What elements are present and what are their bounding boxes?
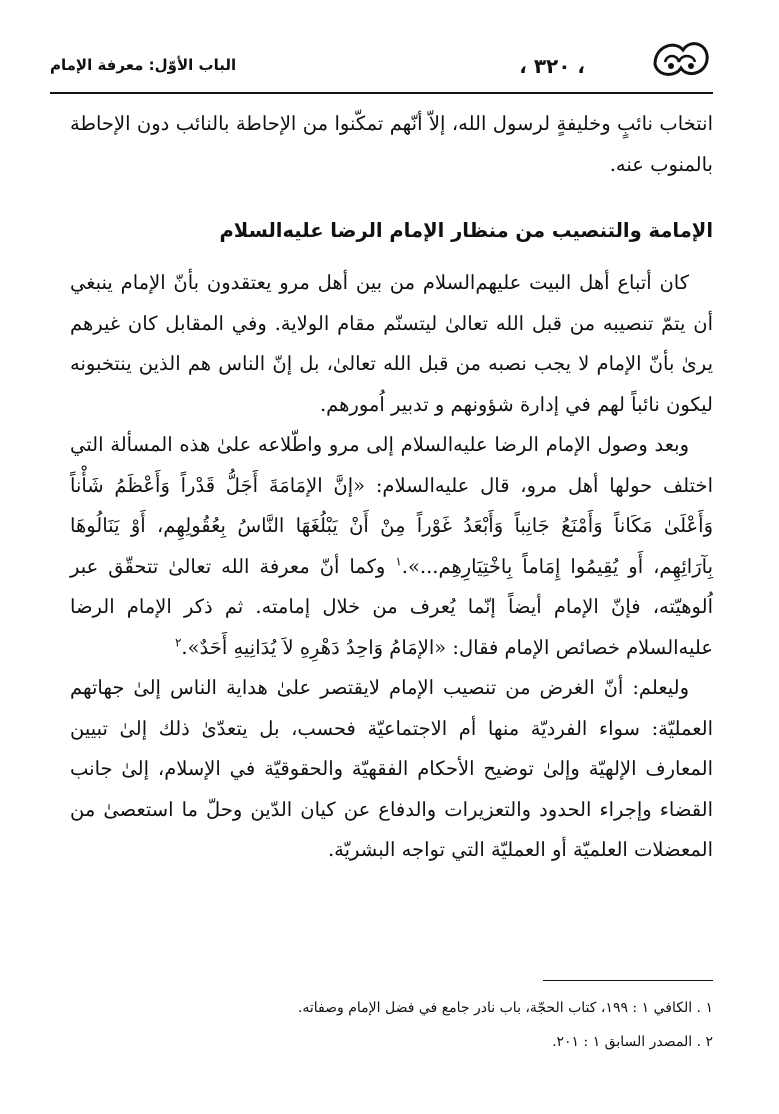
footnotes (70, 980, 713, 1059)
footnote-2: ٢ . المصدر السابق ١ : ٢٠١. (552, 1034, 713, 1050)
footnote-ref-1[interactable]: ١ (395, 554, 402, 568)
intro-paragraph: انتخاب نائبٍ وخليفةٍ لرسول الله، إلاّ أنّهم تمكّنوا من الإحاطة بالنائب دون الإحاطة بالمنوب عنه. (70, 112, 713, 176)
paragraph-1: كان أتباع أهل البيت عليهم‌السلام من بين أهل مرو يعتقدون بأنّ الإمام ينبغي أن يتمّ تنصيبه من قبل الله تعالىٰ ليتسنّم مقام الولاية. وفي المقابل كان غيرهم يرىٰ بأنّ الإمام لا يجب نصبه من قبل الله تعالىٰ، بل إنّ الناس هم الذين ينتخبونه ليكون نائباً لهم في إدارة شؤونهم و تدبير اُمورهم. (70, 271, 713, 416)
header-rule (50, 92, 713, 94)
ornament-icon (651, 34, 713, 82)
paragraph-2 (70, 425, 713, 668)
footnote-1: ١ . الكافي ١ : ١٩٩، كتاب الحجّة، باب نادر جامع في فضل الإمام وصفاته. (297, 1000, 713, 1016)
footnote-ref-2[interactable]: ٢ (174, 635, 182, 649)
running-title: الباب الأوّل: معرفة الإمام (50, 56, 237, 74)
paragraph-2-text: وبعد وصول الإمام الرضا عليه‌السلام إلى مرو واطّلاعه علىٰ هذه المسألة التي اختلف حولها أهل مرو، قال عليه‌السلام: «إنَّ الإمَامَةَ أَجَلُّ قَدْراً وَأَعْظَمُ شَأْناً وَأَعْلَىٰ مَكَاناً وَأَمْنَعُ جَانِباً وَأَبْعَدُ غَوْراً مِنْ أَنْ يَبْلُغَهَا النَّاسُ بِعُقُولِهِم، أَوْ يَنَالُوهَا بِآرَائِهِم، أَو يُقِيمُوا إِمَاماً بِاخْتِيَارِهِم...». (70, 433, 713, 578)
footnote-rule (543, 980, 713, 981)
paragraph-2-text-b: وكما أنّ معرفة الله تعالىٰ تتحقّق عبر اُلوهيّته، فإنّ الإمام أيضاً إنّما يُعرف من خلال إمامته. ثم ذكر الإمام الرضا عليه‌السلام خصائص الإمام فقال: «الإمَامُ وَاحِدُ دَهْرِهِ لاَ يُدَانِيهِ أَحَدٌ». (70, 554, 713, 659)
page-number: ، ٣٢٠ ، (519, 54, 585, 78)
page-header (50, 30, 713, 94)
page-body (70, 104, 713, 871)
paragraph-3: وليعلم: أنّ الغرض من تنصيب الإمام لايقتصر علىٰ هداية الناس إلىٰ جهاتهم العمليّة: سواء الفرديّة منها أم الاجتماعيّة فحسب، بل يتعدّىٰ ذلك إلىٰ تبيين المعارف الإلهيّة وإلىٰ توضيح الأحكام الفقهيّة والحقوقيّة في الإسلام، إلىٰ جانب القضاء وإجراء الحدود والتعزيرات والدفاع عن كيان الدّين وحلّ ما استعصىٰ من المعضلات العلميّة أو العمليّة التي تواجه البشريّة. (70, 676, 713, 861)
section-heading: الإمامة والتنصيب من منظار الإمام الرضا عليه‌السلام (219, 219, 713, 242)
